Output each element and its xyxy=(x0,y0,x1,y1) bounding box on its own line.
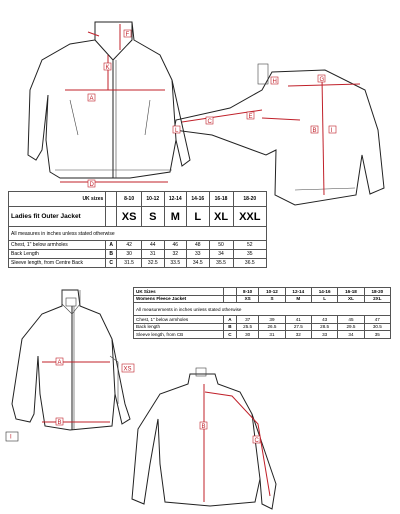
row-code: B xyxy=(106,250,117,259)
cell: 31 xyxy=(259,331,285,339)
size-code: 2XL xyxy=(364,295,390,303)
cell: 43 xyxy=(311,316,337,324)
row-label: Sleeve length, from CB xyxy=(134,331,224,339)
cell: 42 xyxy=(117,241,142,250)
table-row xyxy=(134,331,391,339)
svg-text:H: H xyxy=(272,79,277,85)
row-label: Back Length xyxy=(9,250,106,259)
product-title: Ladies fit Outer Jacket xyxy=(9,207,106,227)
svg-text:C: C xyxy=(254,438,259,444)
size-code: XL xyxy=(209,207,233,227)
row-code: C xyxy=(106,259,117,268)
cell: 41 xyxy=(285,316,311,324)
size-code: M xyxy=(164,207,186,227)
svg-text:C: C xyxy=(207,119,212,125)
cell: 33.5 xyxy=(164,259,186,268)
size-code-row xyxy=(134,295,391,303)
uk-sizes-label: UK sizes xyxy=(9,192,106,207)
svg-text:XS: XS xyxy=(123,366,132,373)
size-code: L xyxy=(311,295,337,303)
svg-text:A: A xyxy=(57,360,62,366)
cell: 35 xyxy=(233,250,266,259)
size-code: XS xyxy=(117,207,142,227)
cell: 31 xyxy=(142,250,164,259)
cell: 29.5 xyxy=(338,323,364,331)
cell: 50 xyxy=(209,241,233,250)
measure-note: All measurements in inches unless stated otherwise xyxy=(134,303,391,316)
cell: 25.5 xyxy=(236,323,258,331)
svg-text:E: E xyxy=(248,114,253,120)
uk-size: 10-12 xyxy=(142,192,164,207)
size-code: L xyxy=(187,207,209,227)
uk-sizes-row xyxy=(134,288,391,296)
cell: 34 xyxy=(338,331,364,339)
uk-size: 8-10 xyxy=(236,288,258,296)
cell: 34 xyxy=(209,250,233,259)
cell: 44 xyxy=(142,241,164,250)
table-row xyxy=(134,323,391,331)
uk-size: 12-14 xyxy=(285,288,311,296)
cell: 37 xyxy=(236,316,258,324)
uk-size: 18-20 xyxy=(364,288,390,296)
size-code: XL xyxy=(338,295,364,303)
uk-size: 16-18 xyxy=(209,192,233,207)
row-label: Chest, 1" below armholes xyxy=(134,316,224,324)
table-row xyxy=(9,241,267,250)
cell: 30 xyxy=(236,331,258,339)
row-code: C xyxy=(223,331,236,339)
cell: 26.5 xyxy=(259,323,285,331)
note-row xyxy=(9,227,267,241)
uk-size: 10-12 xyxy=(259,288,285,296)
size-code-row xyxy=(9,207,267,227)
uk-sizes-row xyxy=(9,192,267,207)
svg-text:B: B xyxy=(57,420,62,426)
row-label: Sleeve length, from Centre Back xyxy=(9,259,106,268)
size-code: S xyxy=(259,295,285,303)
svg-text:D: D xyxy=(89,182,94,188)
svg-text:B: B xyxy=(312,128,317,134)
uk-size: 14-16 xyxy=(311,288,337,296)
cell: 33 xyxy=(311,331,337,339)
table-row xyxy=(9,259,267,268)
diagram-tags xyxy=(88,30,336,188)
cell: 32.5 xyxy=(142,259,164,268)
measure-note: All measures in inches unless stated otherwise xyxy=(9,227,267,241)
svg-text:K: K xyxy=(105,65,110,71)
table-row xyxy=(9,250,267,259)
cell: 35.5 xyxy=(209,259,233,268)
uk-size: 16-18 xyxy=(338,288,364,296)
svg-text:B: B xyxy=(201,424,206,430)
uk-size: 12-14 xyxy=(164,192,186,207)
table-row xyxy=(134,316,391,324)
svg-text:I: I xyxy=(330,128,333,134)
row-code: A xyxy=(223,316,236,324)
size-code: S xyxy=(142,207,164,227)
uk-size: 8-10 xyxy=(117,192,142,207)
product-title: Womens Fleece Jacket xyxy=(134,295,224,303)
svg-text:F: F xyxy=(125,32,130,38)
cell: 47 xyxy=(364,316,390,324)
svg-text:A: A xyxy=(89,96,94,102)
cell: 35 xyxy=(364,331,390,339)
cell: 30 xyxy=(117,250,142,259)
outer-jacket-size-table xyxy=(8,191,267,268)
uk-sizes-label: UK Sizes xyxy=(134,288,224,296)
svg-text:L: L xyxy=(175,128,179,134)
size-code: M xyxy=(285,295,311,303)
cell: 52 xyxy=(233,241,266,250)
cell: 31.5 xyxy=(117,259,142,268)
cell: 33 xyxy=(187,250,209,259)
note-row xyxy=(134,303,391,316)
outer-jacket-front-diagram xyxy=(0,0,400,200)
row-code: B xyxy=(223,323,236,331)
cell: 34.5 xyxy=(187,259,209,268)
row-label: Chest, 1" below armholes xyxy=(9,241,106,250)
cell: 36.5 xyxy=(233,259,266,268)
size-code: XXL xyxy=(233,207,266,227)
row-label: Back length xyxy=(134,323,224,331)
cell: 48 xyxy=(187,241,209,250)
cell: 39 xyxy=(259,316,285,324)
cell: 32 xyxy=(285,331,311,339)
svg-text:I: I xyxy=(10,434,12,441)
uk-size: 18-20 xyxy=(233,192,266,207)
cell: 45 xyxy=(338,316,364,324)
row-code: A xyxy=(106,241,117,250)
svg-text:G: G xyxy=(319,77,325,83)
cell: 28.5 xyxy=(311,323,337,331)
cell: 46 xyxy=(164,241,186,250)
cell: 27.5 xyxy=(285,323,311,331)
size-code: XS xyxy=(236,295,258,303)
cell: 30.5 xyxy=(364,323,390,331)
fleece-size-table xyxy=(133,287,391,339)
uk-size: 14-16 xyxy=(187,192,209,207)
cell: 32 xyxy=(164,250,186,259)
